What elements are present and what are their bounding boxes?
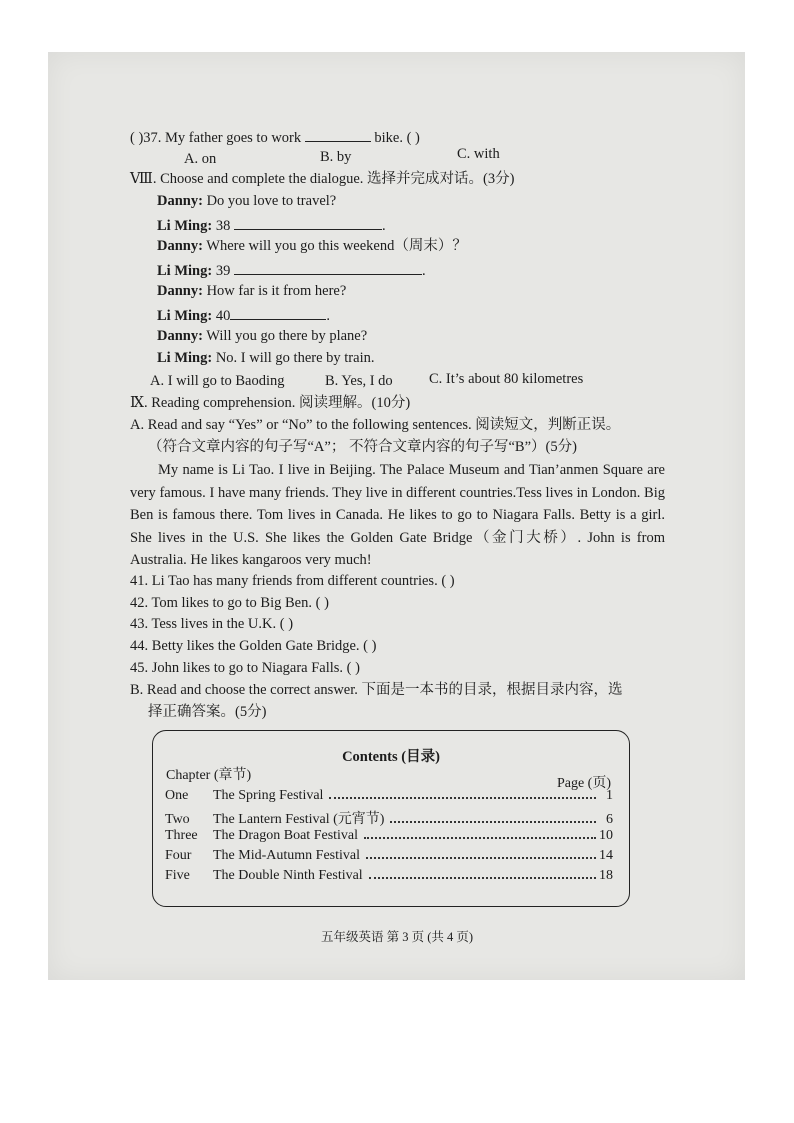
contents-row: One The Spring Festival 1 <box>165 788 613 803</box>
dialogue-line: Danny: Where will you go this weekend（周末）？ <box>157 238 467 254</box>
option-a: A. on <box>184 151 217 167</box>
answer-blank <box>234 260 422 275</box>
part-b-instruction-cont: 择正确答案。(5分) <box>148 704 267 720</box>
dialogue-line: Danny: Do you love to travel? <box>157 193 337 209</box>
contents-row: Five The Double Ninth Festival 18 <box>165 868 613 883</box>
chapter-header: Chapter (章节) <box>166 768 252 783</box>
dot-leader <box>364 837 596 839</box>
dot-leader <box>369 877 596 879</box>
dialogue-option-c: C. It’s about 80 kilometres <box>429 371 584 387</box>
section-9-heading: Ⅸ. Reading comprehension. 阅读理解。(10分) <box>130 395 411 411</box>
dialogue-line: Danny: Will you go there by plane? <box>157 328 368 344</box>
dialogue-line: Li Ming: 38 . <box>157 215 386 235</box>
dialogue-option-b: B. Yes, I do <box>325 373 393 389</box>
dot-leader <box>390 821 596 823</box>
option-c: C. with <box>457 146 500 162</box>
answer-blank <box>230 305 326 320</box>
page-footer: 五年级英语 第 3 页 (共 4 页) <box>320 930 474 944</box>
dialogue-line: Li Ming: 40 . <box>157 305 330 325</box>
contents-row: Four The Mid-Autumn Festival 14 <box>165 848 613 863</box>
contents-box <box>152 730 630 907</box>
statement-41: 41. Li Tao has many friends from different countries. ( ) <box>130 573 455 589</box>
answer-blank <box>234 215 382 230</box>
part-a-instruction: A. Read and say “Yes” or “No” to the following sentences. 阅读短文，判断正误。 <box>130 417 621 433</box>
option-b: B. by <box>320 149 352 165</box>
statement-43: 43. Tess lives in the U.K. ( ) <box>130 616 294 632</box>
answer-blank <box>305 127 371 142</box>
reading-passage: My name is Li Tao. I live in Beijing. The Palace Museum and Tian’anmen Square are very famous. I have many friends. They live in different countries.Tess lives in London. Big Ben is famous there. Tom lives in Canada. He likes to go to Niagara Falls. Betty is a girl. She lives in the U.S. She likes the Golden Gate Bridge（金门大桥）. John is from Australia. He likes kangaroos very much! <box>130 462 665 568</box>
dot-leader <box>366 857 596 859</box>
part-a-instruction-note: （符合文章内容的句子写“A”； 不符合文章内容的句子写“B”）(5分) <box>148 439 577 455</box>
contents-title: Contents (目录) <box>342 749 440 765</box>
page-header: Page (页) <box>556 776 611 791</box>
part-b-instruction: B. Read and choose the correct answer. 下面是一本书的目录，根据目录内容，选 <box>130 682 623 698</box>
statement-42: 42. Tom likes to go to Big Ben. ( ) <box>130 595 329 611</box>
statement-45: 45. John likes to go to Niagara Falls. ( ) <box>130 660 360 676</box>
statement-44: 44. Betty likes the Golden Gate Bridge. ( ) <box>130 638 377 654</box>
section-8-heading: Ⅷ. Choose and complete the dialogue. 选择并完成对话。(3分) <box>130 171 515 187</box>
question-37: ( )37. My father goes to work bike. ( ) <box>130 127 420 147</box>
dot-leader <box>329 797 596 799</box>
contents-row: Three The Dragon Boat Festival 10 <box>165 828 613 843</box>
dialogue-line: Danny: How far is it from here? <box>157 283 347 299</box>
dialogue-line: Li Ming: No. I will go there by train. <box>157 350 375 366</box>
dialogue-line: Li Ming: 39 . <box>157 260 426 280</box>
dialogue-option-a: A. I will go to Baoding <box>150 373 285 389</box>
contents-row: Two The Lantern Festival (元宵节) 6 <box>165 812 613 827</box>
